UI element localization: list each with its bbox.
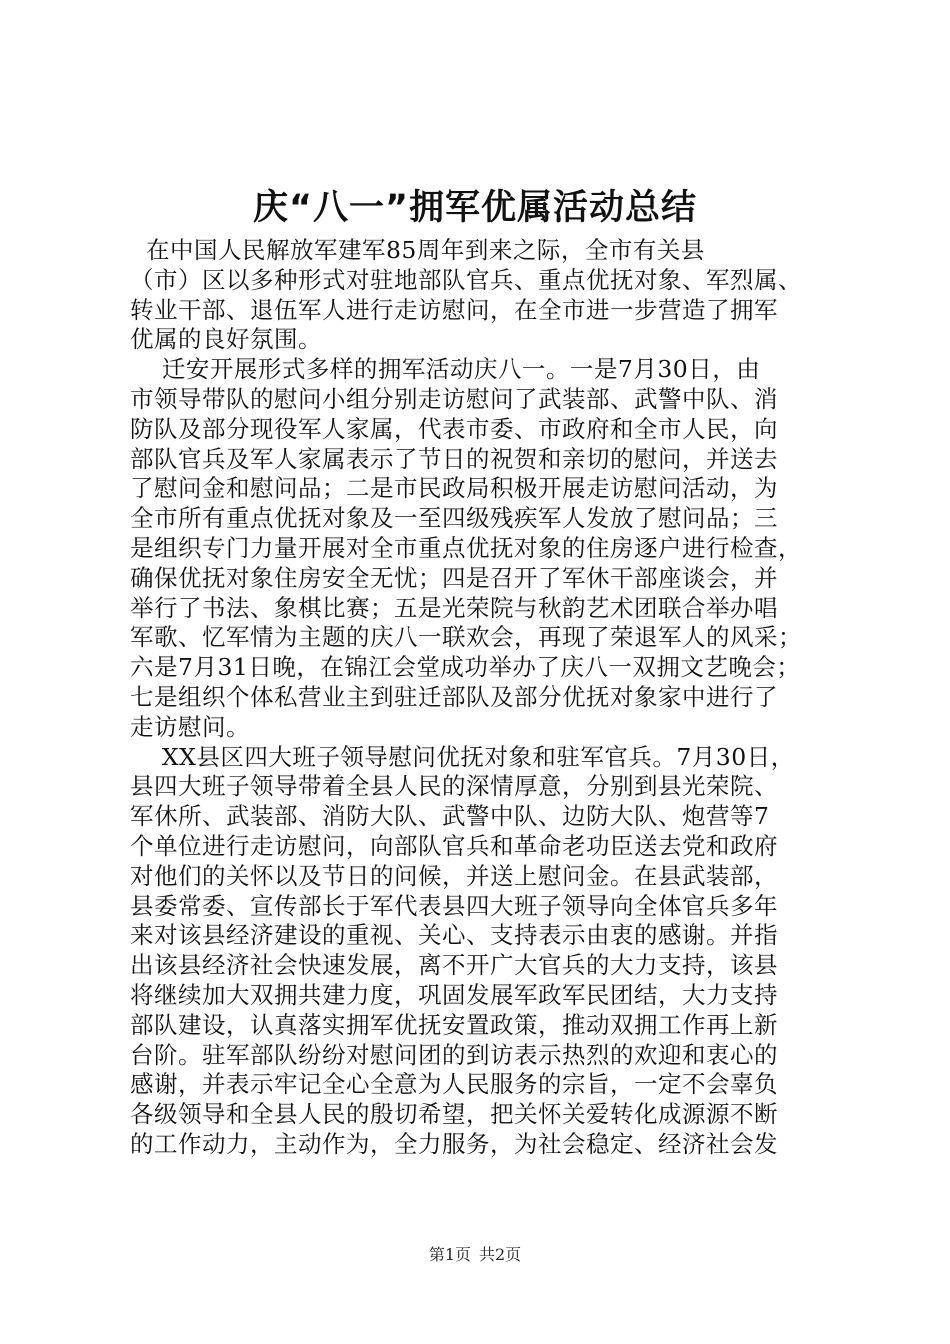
body-text-line: 举行了书法、象棋比赛；五是光荣院与秋韵艺术团联合举办唱 (130, 593, 778, 622)
body-text-line: 走访慰问。 (130, 712, 250, 741)
body-text-line: 台阶。驻军部队纷纷对慰问团的到访表示热烈的欢迎和衷心的 (130, 1040, 778, 1069)
page-number-total: 共2页 (479, 1245, 522, 1264)
document-title: 庆“八一”拥军优属活动总结 (252, 188, 697, 228)
body-text-line: （市）区以多种形式对驻地部队官兵、重点优抚对象、军烈属、 (130, 265, 802, 294)
body-text-line: 全市所有重点优抚对象及一至四级残疾军人发放了慰问品；三 (130, 504, 778, 533)
body-text-line: 转业干部、退伍军人进行走访慰问，在全市进一步营造了拥军 (130, 295, 778, 324)
body-text-line: 各级领导和全县人民的殷切希望，把关怀关爱转化成源源不断 (130, 1100, 778, 1129)
document-body (130, 236, 830, 1160)
body-text-line: 军歌、忆军情为主题的庆八一联欢会，再现了荣退军人的风采； (130, 623, 802, 652)
body-text-line: 感谢，并表示牢记全心全意为人民服务的宗旨，一定不会辜负 (130, 1070, 778, 1099)
body-text-line: 县委常委、宣传部长于军代表县四大班子领导向全体官兵多年 (130, 891, 778, 920)
body-text-line: XX县区四大班子领导慰问优抚对象和驻军官兵。7月30日， (130, 742, 795, 771)
body-text-line: 防队及部分现役军人家属，代表市委、市政府和全市人民，向 (130, 414, 778, 443)
body-text-line: 来对该县经济建设的重视、关心、支持表示由衷的感谢。并指 (130, 921, 778, 950)
page-footer (0, 1244, 950, 1266)
body-text-line: 在中国人民解放军建军85周年到来之际，全市有关县 (130, 236, 705, 264)
body-text-line: 七是组织个体私营业主到驻迁部队及部分优抚对象家中进行了 (130, 682, 778, 711)
body-text-line: 对他们的关怀以及节日的问候，并送上慰问金。在县武装部， (130, 861, 778, 890)
body-text-line: 将继续加大双拥共建力度，巩固发展军政军民团结，大力支持 (130, 980, 778, 1009)
body-text-line: 迁安开展形式多样的拥军活动庆八一。一是7月30日，由 (130, 355, 761, 384)
body-text-line: 六是7月31日晚，在锦江会堂成功举办了庆八一双拥文艺晚会； (130, 653, 801, 682)
body-text-line: 出该县经济社会快速发展，离不开广大官兵的大力支持，该县 (130, 951, 778, 980)
page-number-current: 第1页 (428, 1245, 471, 1264)
body-text-line: 县四大班子领导带着全县人民的深情厚意，分别到县光荣院、 (130, 772, 778, 801)
body-text-line: 个单位进行走访慰问，向部队官兵和革命老功臣送去党和政府 (130, 831, 778, 860)
body-text-line: 优属的良好氛围。 (130, 325, 322, 354)
body-text-line: 市领导带队的慰问小组分别走访慰问了武装部、武警中队、消 (130, 384, 778, 413)
body-text-line: 了慰问金和慰问品；二是市民政局积极开展走访慰问活动，为 (130, 474, 778, 503)
body-text-line: 部队建设，认真落实拥军优抚安置政策，推动双拥工作再上新 (130, 1010, 778, 1039)
body-text-line: 是组织专门力量开展对全市重点优抚对象的住房逐户进行检查， (130, 533, 802, 562)
body-text-line: 军休所、武装部、消防大队、武警中队、边防大队、炮营等7 (130, 802, 770, 831)
body-text-line: 的工作动力，主动作为，全力服务，为社会稳定、经济社会发 (130, 1129, 778, 1158)
body-text-line: 确保优抚对象住房安全无忧；四是召开了军休干部座谈会，并 (130, 563, 778, 592)
body-text-line: 部队官兵及军人家属表示了节日的祝贺和亲切的慰问，并送去 (130, 444, 778, 473)
